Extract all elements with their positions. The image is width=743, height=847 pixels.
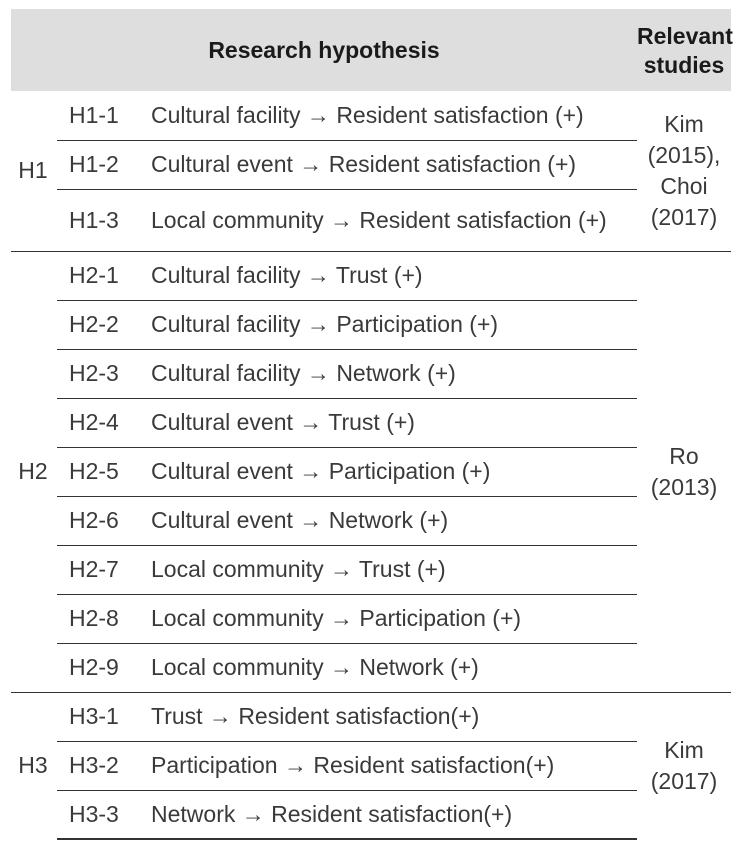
table-row (11, 398, 731, 447)
hypothesis-text: Trust → Resident satisfaction(+) (141, 692, 637, 741)
hypothesis-text: Local community → Participation (+) (141, 594, 637, 643)
hypothesis-text: Cultural event → Trust (+) (141, 398, 637, 447)
hypothesis-text: Participation → Resident satisfaction(+) (141, 741, 637, 790)
hypothesis-id: H2-2 (57, 300, 141, 349)
table-row (11, 741, 731, 790)
hypothesis-text: Local community → Resident satisfaction (+) (141, 189, 637, 251)
header-row (11, 9, 731, 91)
hypothesis-id: H2-5 (57, 447, 141, 496)
hypothesis-text: Local community → Trust (+) (141, 545, 637, 594)
ref-line: (2017) (650, 767, 718, 794)
table-row (11, 496, 731, 545)
ref-line: (2017) (650, 203, 718, 230)
hypothesis-text: Cultural event → Participation (+) (141, 447, 637, 496)
hypothesis-text: Cultural facility → Participation (+) (141, 300, 637, 349)
hypothesis-id: H2-3 (57, 349, 141, 398)
hypothesis-id: H3-1 (57, 692, 141, 741)
hypothesis-id: H2-4 (57, 398, 141, 447)
hypothesis-text: Cultural facility → Network (+) (141, 349, 637, 398)
table-row (11, 447, 731, 496)
group-label-h3: H3 (11, 692, 57, 839)
header-studies-line: studies (643, 51, 725, 78)
hypothesis-id: H2-9 (57, 643, 141, 692)
hypothesis-text: Network → Resident satisfaction(+) (141, 790, 637, 839)
ref-line: (2013) (650, 473, 718, 500)
hypothesis-text: Cultural event → Resident satisfaction (+) (141, 140, 637, 189)
group-label-h2: H2 (11, 251, 57, 692)
ref-line: Choi (660, 172, 708, 199)
hypothesis-table (11, 9, 731, 840)
table-row (11, 692, 731, 741)
header-research-hypothesis: Research hypothesis (208, 36, 440, 63)
table-row (11, 349, 731, 398)
hypothesis-id: H2-7 (57, 545, 141, 594)
hypothesis-id: H1-3 (57, 189, 141, 251)
relevant-studies-h1 (637, 91, 731, 251)
table-row (11, 189, 731, 251)
hypothesis-id: H2-1 (57, 251, 141, 300)
table-row (11, 300, 731, 349)
ref-line: (2015), (647, 141, 721, 168)
table-row (11, 545, 731, 594)
table-row (11, 91, 731, 140)
hypothesis-id: H1-1 (69, 101, 119, 128)
table-row (11, 594, 731, 643)
table-row (11, 251, 731, 300)
hypothesis-id: H2-8 (57, 594, 141, 643)
relevant-studies-h2 (637, 251, 731, 692)
ref-line: Ro (669, 442, 699, 469)
table-row (11, 140, 731, 189)
hypothesis-text: Cultural event → Network (+) (141, 496, 637, 545)
hypothesis-id: H3-3 (57, 790, 141, 839)
ref-line: Kim (664, 110, 704, 137)
hypothesis-id: H1-2 (57, 140, 141, 189)
relevant-studies-h3 (637, 692, 731, 839)
header-relevant-studies (637, 9, 731, 91)
hypothesis-text: Cultural facility → Trust (+) (141, 251, 637, 300)
hypothesis-text: Local community → Network (+) (141, 643, 637, 692)
header-relevant-line: Relevant (637, 22, 733, 49)
table-row (11, 790, 731, 839)
group-label-h1: H1 (18, 157, 48, 184)
hypothesis-id: H3-2 (57, 741, 141, 790)
hypothesis-text: Cultural facility → Resident satisfaction (+) (151, 101, 584, 128)
table-row (11, 643, 731, 692)
ref-line: Kim (664, 736, 704, 763)
hypothesis-id: H2-6 (57, 496, 141, 545)
